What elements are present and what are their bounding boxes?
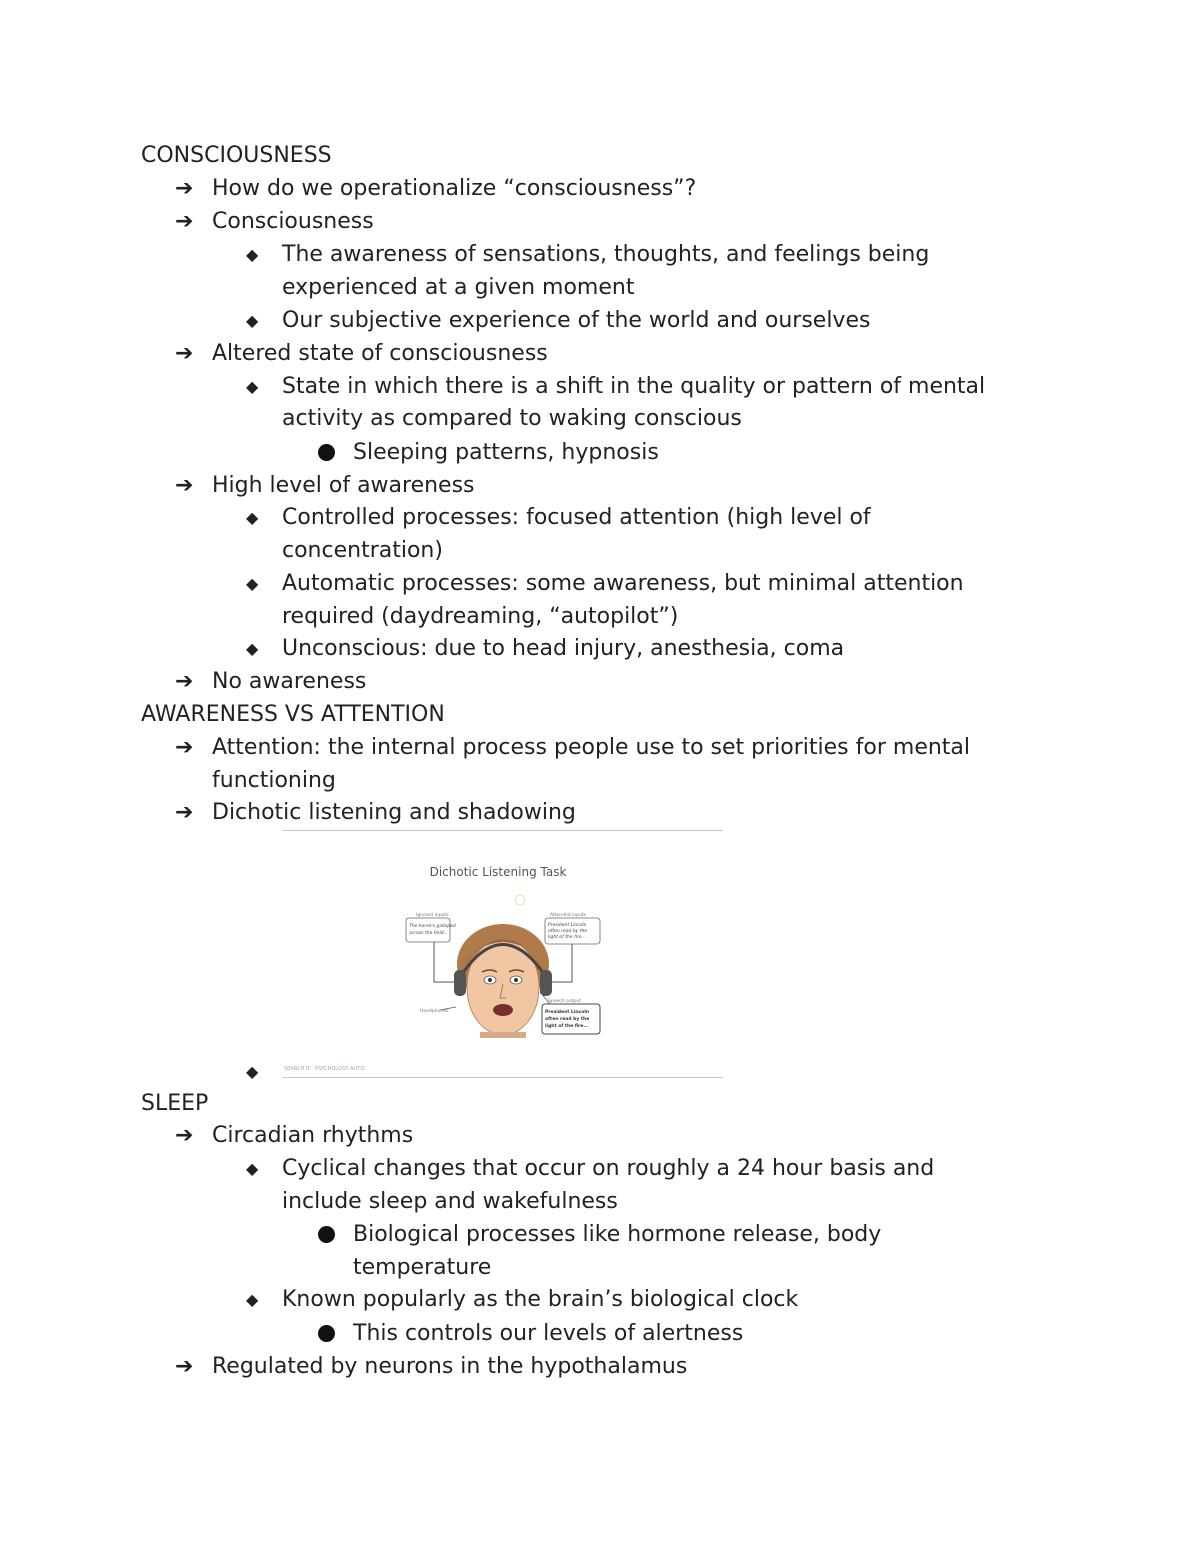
section-heading-awareness: AWARENESS VS ATTENTION <box>141 702 445 727</box>
speech-output-label: Speech output <box>548 999 581 1004</box>
arrow-bullet-icon: ➔ <box>175 473 194 498</box>
attended-inputs-text-2: often read by the <box>548 929 588 934</box>
attended-inputs-text-3: light of the fire... <box>548 935 586 940</box>
speech-output-text-1: President Lincoln <box>545 1010 590 1015</box>
list-item: Dichotic listening and shadowing <box>212 800 576 825</box>
speech-output-text-2: often read by the <box>545 1017 590 1022</box>
arrow-bullet-icon: ➔ <box>175 341 194 366</box>
list-item: How do we operationalize “consciousness”? <box>212 176 697 201</box>
arrow-bullet-icon: ➔ <box>175 669 194 694</box>
list-item: Known popularly as the brain’s biological clock <box>282 1287 799 1312</box>
ignored-inputs-label: Ignored inputs <box>416 913 449 918</box>
figure-caption: SEARCH IT · PSYCHOLOGY AUTO <box>284 1066 365 1072</box>
list-item: The awareness of sensations, thoughts, and feelings being <box>282 242 930 267</box>
list-item: Altered state of consciousness <box>212 341 548 366</box>
list-item: Regulated by neurons in the hypothalamus <box>212 1354 688 1379</box>
list-item-continuation: include sleep and wakefulness <box>282 1189 618 1214</box>
arrow-bullet-icon: ➔ <box>175 735 194 760</box>
arrow-bullet-icon: ➔ <box>175 1123 194 1148</box>
list-item: Automatic processes: some awareness, but minimal attention <box>282 571 964 596</box>
diamond-bullet-icon: ◆ <box>246 508 259 527</box>
list-item-continuation: functioning <box>212 768 336 793</box>
diamond-bullet-icon: ◆ <box>246 1159 259 1178</box>
list-item: High level of awareness <box>212 473 475 498</box>
figure-title: Dichotic Listening Task <box>429 865 567 879</box>
ignored-inputs-text-2: across the field... <box>409 931 448 936</box>
diamond-bullet-icon: ◆ <box>246 639 259 658</box>
list-item: Circadian rhythms <box>212 1123 414 1148</box>
list-item: Attention: the internal process people use to set priorities for mental <box>212 735 971 760</box>
list-item-continuation: experienced at a given moment <box>282 275 635 300</box>
list-item: Sleeping patterns, hypnosis <box>353 440 659 465</box>
arrow-bullet-icon: ➔ <box>175 209 194 234</box>
dot-bullet-icon <box>318 1317 340 1339</box>
dichotic-listening-figure <box>390 852 616 1042</box>
list-item-continuation: required (daydreaming, “autopilot”) <box>282 604 679 629</box>
list-item: Unconscious: due to head injury, anesthesia, coma <box>282 636 845 661</box>
list-item: This controls our levels of alertness <box>353 1321 744 1346</box>
section-heading-consciousness: CONSCIOUSNESS <box>141 143 332 168</box>
ignored-inputs-text-1: The horse's galloped <box>409 924 456 929</box>
list-item: Biological processes like hormone release, body <box>353 1222 882 1247</box>
figure-bottom-rule <box>282 1077 723 1078</box>
dot-bullet-icon <box>318 436 340 458</box>
diamond-bullet-icon: ◆ <box>246 245 259 264</box>
diamond-bullet-icon: ◆ <box>246 377 259 396</box>
speech-output-text-3: light of the fire... <box>545 1024 589 1029</box>
figure-top-rule <box>282 830 723 831</box>
headphones-label: Headphones <box>420 1009 449 1014</box>
list-item: Controlled processes: focused attention (high level of <box>282 505 871 530</box>
list-item: No awareness <box>212 669 367 694</box>
attended-inputs-label: Attended inputs <box>550 913 586 918</box>
diamond-bullet-icon: ◆ <box>246 574 259 593</box>
arrow-bullet-icon: ➔ <box>175 176 194 201</box>
list-item: State in which there is a shift in the quality or pattern of mental <box>282 374 986 399</box>
section-heading-sleep: SLEEP <box>141 1091 209 1116</box>
arrow-bullet-icon: ➔ <box>175 800 194 825</box>
list-item-continuation: temperature <box>353 1255 492 1280</box>
diamond-bullet-icon: ◆ <box>246 1290 259 1309</box>
diamond-bullet-icon: ◆ <box>246 1062 259 1081</box>
arrow-bullet-icon: ➔ <box>175 1354 194 1379</box>
list-item: Cyclical changes that occur on roughly a 24 hour basis and <box>282 1156 935 1181</box>
attended-inputs-text-1: President Lincoln <box>548 923 587 928</box>
list-item: Consciousness <box>212 209 374 234</box>
diamond-bullet-icon: ◆ <box>246 311 259 330</box>
list-item-continuation: activity as compared to waking conscious <box>282 406 742 431</box>
list-item-continuation: concentration) <box>282 538 443 563</box>
dot-bullet-icon <box>318 1218 340 1240</box>
list-item: Our subjective experience of the world and ourselves <box>282 308 871 333</box>
